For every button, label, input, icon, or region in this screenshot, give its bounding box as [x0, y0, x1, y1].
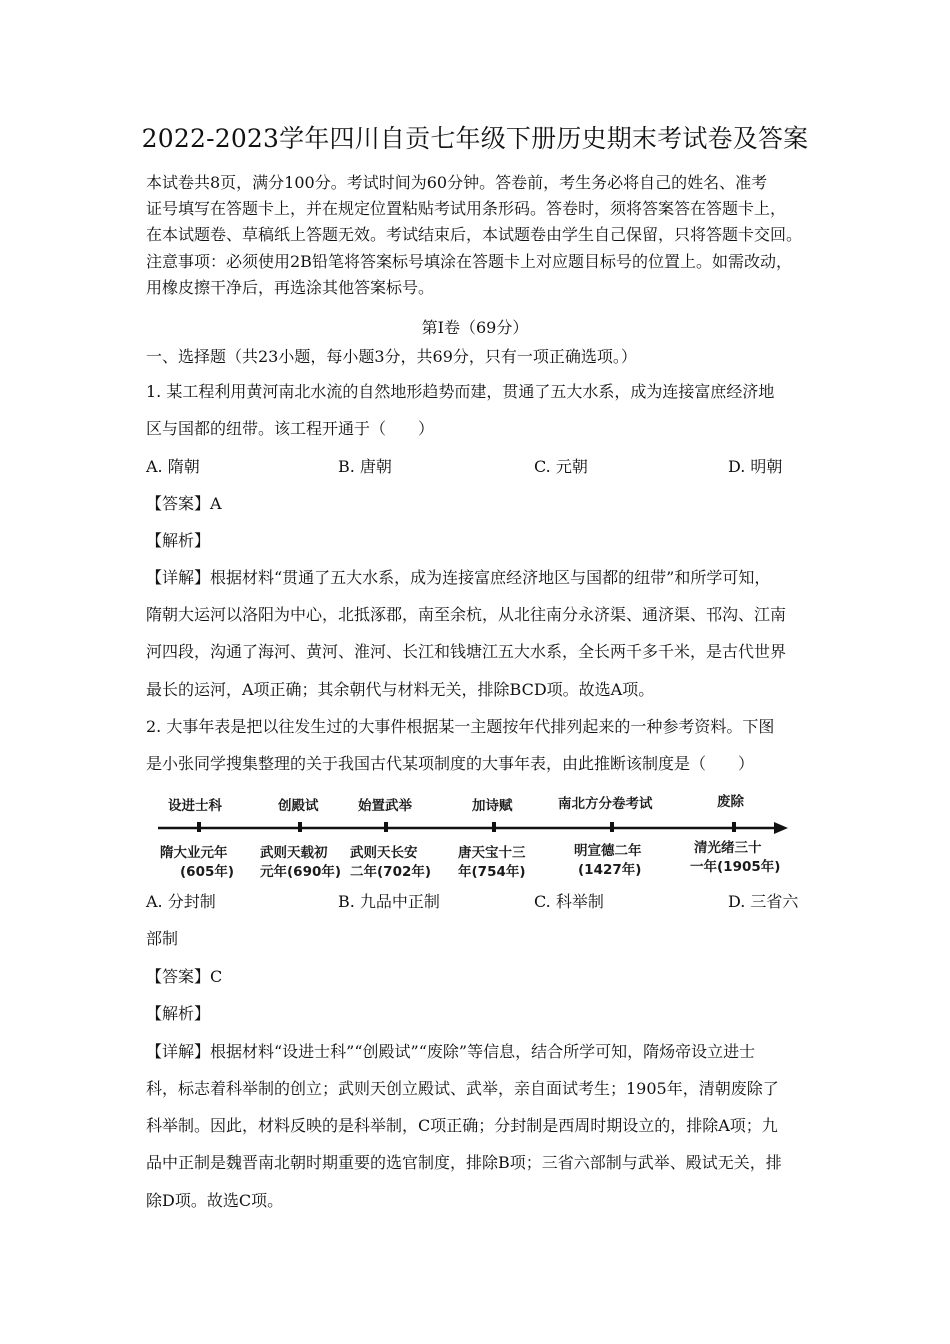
- q1-option-d: D. 明朝: [728, 457, 783, 476]
- q1-detail-line: 【详解】根据材料“贯通了五大水系，成为连接富庶经济地区与国都的纽带”和所学可知，: [146, 568, 771, 587]
- q2-option-d: D. 三省六: [728, 892, 799, 911]
- timeline-event: [350, 797, 431, 880]
- q1-detail-line: 最长的运河，A项正确；其余朝代与材料无关，排除BCD项。故选A项。: [146, 680, 655, 699]
- q2-stem-line: 是小张同学搜集整理的关于我国古代某项制度的大事年表，由此推断该制度是（ ）: [146, 754, 755, 773]
- q2-detail-line: 科举制。因此，材料反映的是科举制，C项正确；分封制是西周时期设立的，排除A项；九: [146, 1116, 778, 1135]
- timeline-svg: [146, 782, 806, 882]
- q2-answer: 【答案】C: [146, 967, 223, 986]
- timeline-event: [458, 797, 526, 880]
- intro-line: 注意事项：必须使用2B铅笔将答案标号填涂在答题卡上对应题目标号的位置上。如需改动，: [146, 251, 792, 271]
- timeline-arrow-icon: [774, 822, 788, 834]
- q2-option-b: B. 九品中正制: [338, 892, 440, 911]
- timeline-tick: [298, 822, 302, 832]
- timeline-event-date: 年(754年): [458, 864, 526, 880]
- q2-option-a: A. 分封制: [146, 892, 216, 911]
- timeline-tick: [197, 822, 201, 832]
- section-title: 第Ⅰ卷（69分）: [421, 318, 529, 337]
- part-title: 一、选择题（共23小题，每小题3分，共69分，只有一项正确选项。）: [146, 347, 637, 366]
- timeline-event-label: 废除: [717, 794, 744, 810]
- intro-line: 用橡皮擦干净后，再选涂其他答案标号。: [146, 277, 435, 297]
- page-title: 2022-2023学年四川自贡七年级下册历史期末考试卷及答案: [141, 124, 809, 153]
- q2-timeline-figure: [146, 782, 806, 882]
- q2-option-d-wrap: 部制: [146, 929, 179, 948]
- q1-analysis-label: 【解析】: [146, 531, 211, 550]
- timeline-event-date: 武则天载初: [260, 845, 328, 861]
- q1-stem-line: 区与国都的纽带。该工程开通于（ ）: [146, 419, 435, 438]
- intro-line: 本试卷共8页，满分100分。考试时间为60分钟。答卷前，考生务必将自己的姓名、准考: [146, 173, 768, 192]
- timeline-event: [558, 795, 653, 878]
- q2-stem-line: 2. 大事年表是把以往发生过的大事件根据某一主题按年代排列起来的一种参考资料。下图: [146, 717, 775, 736]
- timeline-event-date: 元年(690年): [260, 864, 342, 880]
- timeline-event-label: 始置武举: [358, 798, 412, 814]
- q1-stem-line: 1. 某工程利用黄河南北水流的自然地形趋势而建，贯通了五大水系，成为连接富庶经济地: [146, 382, 775, 401]
- timeline-tick: [492, 822, 496, 832]
- q1-answer: 【答案】A: [146, 494, 222, 513]
- timeline-event-label: 加诗赋: [472, 798, 513, 814]
- q2-detail-line: 品中正制是魏晋南北朝时期重要的选官制度，排除B项；三省六部制与武举、殿试无关，排: [146, 1153, 782, 1172]
- q1-option-b: B. 唐朝: [338, 457, 392, 476]
- q1-option-a: A. 隋朝: [146, 457, 200, 476]
- q2-detail-line: 除D项。故选C项。: [146, 1191, 284, 1210]
- q1-option-c: C. 元朝: [534, 457, 588, 476]
- q2-detail-line: 【详解】根据材料“设进士科”“创殿试”“废除”等信息，结合所学可知，隋炀帝设立进士: [146, 1042, 756, 1061]
- intro-paragraph: [146, 170, 808, 301]
- q2-option-c: C. 科举制: [534, 892, 604, 911]
- timeline-event-date: 二年(702年): [350, 864, 432, 880]
- timeline-event-date: (605年): [180, 864, 235, 880]
- timeline-tick: [732, 822, 736, 832]
- timeline-tick: [610, 822, 614, 832]
- timeline-event: [260, 797, 341, 880]
- timeline-event-label: 创殿试: [278, 798, 319, 814]
- timeline-event: [160, 797, 234, 880]
- timeline-event-date: 清光绪三十: [694, 840, 762, 856]
- q2-analysis-label: 【解析】: [146, 1004, 211, 1023]
- timeline-event-label: 南北方分卷考试: [558, 796, 653, 812]
- timeline-event-date: 隋大业元年: [160, 845, 228, 861]
- timeline-event-date: 明宣德二年: [574, 843, 642, 859]
- q2-detail-line: 科，标志着科举制的创立；武则天创立殿试、武举，亲自面试考生；1905年，清朝废除了: [146, 1079, 779, 1098]
- timeline-event: [690, 793, 780, 875]
- timeline-event-date: 一年(1905年): [690, 859, 781, 875]
- q1-detail-line: 隋朝大运河以洛阳为中心，北抵涿郡，南至余杭，从北往南分永济渠、通济渠、邗沟、江南: [146, 605, 787, 624]
- timeline-event-date: 唐天宝十三: [458, 845, 526, 861]
- timeline-event-date: (1427年): [578, 862, 642, 878]
- intro-line: 在本试题卷、草稿纸上答题无效。考试结束后，本试题卷由学生自己保留，只将答题卡交回。: [146, 225, 803, 245]
- intro-line: 证号填写在答题卡上，并在规定位置粘贴考试用条形码。答卷时，须将答案答在答题卡上，: [146, 199, 787, 219]
- timeline-event-date: 武则天长安: [350, 845, 418, 861]
- timeline-event-label: 设进士科: [168, 798, 222, 814]
- timeline-tick: [384, 822, 388, 832]
- q1-detail-line: 河四段，沟通了海河、黄河、淮河、长江和钱塘江五大水系，全长两千多千米，是古代世界: [146, 642, 787, 661]
